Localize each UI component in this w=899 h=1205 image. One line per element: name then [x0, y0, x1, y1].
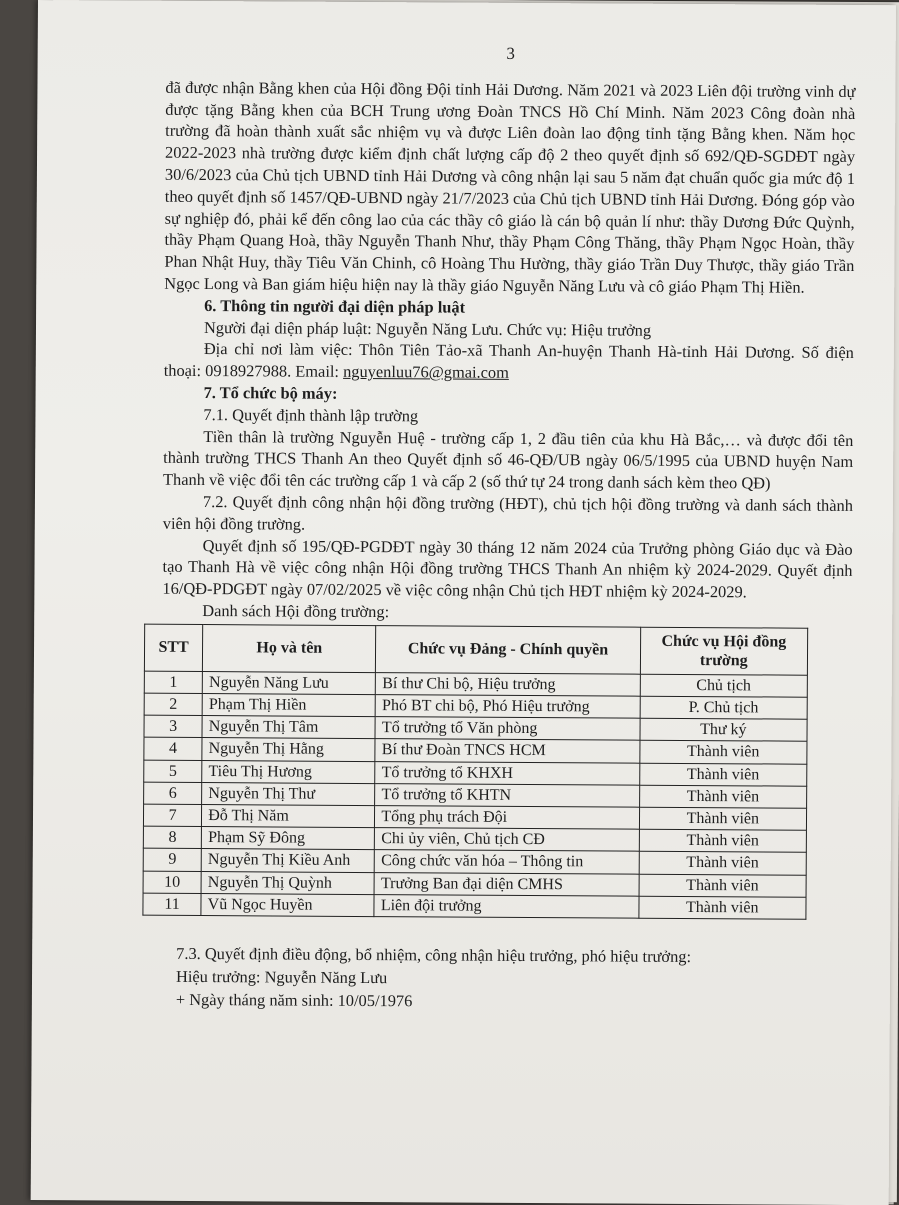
legal-representative: Người đại diện pháp luật: Nguyễn Năng Lưu. Chức vụ: Hiệu trưởng	[203, 317, 652, 340]
subsection-7-1: 7.1. Quyết định thành lập trường	[203, 404, 419, 426]
cell-stt: 5	[144, 760, 202, 783]
cell-party-role: Tổ trưởng tổ KHTN	[375, 783, 639, 807]
cell-stt: 3	[144, 715, 202, 738]
cell-stt: 11	[143, 893, 201, 916]
cell-stt: 1	[144, 671, 202, 694]
table-row	[143, 804, 806, 830]
cell-stt: 9	[143, 849, 201, 872]
table-header-row	[144, 624, 807, 675]
header-board-role: Chức vụ Hội đồng trường	[640, 627, 808, 675]
paragraph-awards: đã được nhận Bằng khen của Hội đồng Đội tỉnh Hải Dương. Năm 2021 và 2023 Liên đội trường vinh dự được tặng Bằng khen của BCH Trung ương Đoàn TNCS Hồ Chí Minh. Năm 2023 Công đoàn nhà trường đã hoàn thành xuất sắc nhiệm vụ và được Liên đoàn lao động tỉnh tặng Bằng khen. Năm học 2022-2023 nhà trường được kiểm định chất lượng cấp độ 2 theo quyết định số 692/QĐ-SGDĐT ngày 30/6/2023 của Chủ tịch UBND tỉnh Hải Dương và công nhận lại sau 5 năm đạt chuẩn quốc gia mức độ 1 theo quyết định số 1457/QĐ-UBND ngày 21/7/2023 của Chủ tịch UBND tỉnh Hải Dương. Đóng góp vào sự nghiệp đó, phải kể đến công lao của các thầy cô giáo là cán bộ quản lí như: thầy Dương Đức Quỳnh, thầy Phạm Quang Hoà, thầy Nguyễn Thanh Như, thầy Phạm Công Thăng, thầy Phạm Ngọc Hoàn, thầy Phan Nhật Huy, thầy Tiêu Văn Chinh, cô Hoàng Thu Hường, thầy giáo Trần Duy Thược, thầy giáo Trần Ngọc Long và Ban giám hiệu hiện nay là thầy giáo Nguyễn Năng Lưu và cô giáo Phạm Thị Hiền.	[164, 77, 856, 297]
cell-name: Phạm Sỹ Đông	[202, 827, 375, 850]
principal-dob: + Ngày tháng năm sinh: 10/05/1976	[175, 989, 413, 1011]
cell-party-role: Tổ trưởng tổ KHXH	[375, 761, 639, 785]
table-row	[143, 849, 806, 875]
principal-name: Hiệu trưởng: Nguyễn Năng Lưu	[175, 966, 388, 988]
document-page	[31, 0, 896, 1205]
header-name: Họ và tên	[203, 624, 376, 672]
cell-name: Nguyễn Thị Tâm	[202, 716, 375, 739]
subsection-7-2: 7.2. Quyết định công nhận hội đồng trường (HĐT), chủ tịch hội đồng trường và danh sách thành viên hội đồng trường.	[162, 491, 853, 534]
paragraph-decision: Quyết định số 195/QĐ-PGDĐT ngày 30 tháng 12 năm 2024 của Trưởng phòng Giáo dục và Đào tạo Thanh Hà về việc công nhận Hội đồng trường THCS Thanh An nhiệm kỳ 2024-2029. Quyết định 16/QĐ-PDGĐT ngày 07/02/2025 về việc công nhận Chủ tịch HĐT nhiệm kỳ 2024-2029.	[162, 535, 853, 602]
table-row	[144, 737, 807, 763]
cell-party-role: Tổ trưởng tổ Văn phòng	[375, 717, 639, 741]
table-row	[143, 871, 806, 897]
cell-party-role: Tổng phụ trách Đội	[375, 806, 639, 830]
email-link[interactable]: nguyenluu76@gmai.com	[343, 362, 509, 383]
cell-party-role: Công chức văn hóa – Thông tin	[375, 850, 639, 874]
cell-party-role: Chi ủy viên, Chủ tịch CĐ	[375, 828, 639, 852]
table-row	[144, 760, 807, 786]
cell-name: Nguyễn Thị Quỳnh	[201, 871, 374, 894]
cell-name: Nguyễn Thị Kiều Anh	[201, 849, 374, 872]
table-row	[144, 671, 807, 697]
header-stt: STT	[144, 624, 202, 671]
cell-board-role: P. Chủ tịch	[640, 696, 808, 719]
page-number: 3	[506, 43, 515, 63]
cell-name: Đỗ Thị Năm	[202, 804, 375, 827]
cell-board-role: Thành viên	[639, 896, 807, 919]
list-title: Danh sách Hội đồng trường:	[202, 600, 390, 622]
cell-board-role: Thành viên	[639, 785, 807, 808]
section-7-3	[160, 942, 850, 1015]
cell-board-role: Thành viên	[639, 741, 807, 764]
cell-stt: 8	[143, 826, 201, 849]
cell-party-role: Liên đội trưởng	[374, 894, 638, 918]
cell-board-role: Thành viên	[639, 807, 807, 830]
cell-party-role: Phó BT chi bộ, Phó Hiệu trưởng	[376, 694, 640, 718]
section-heading-6: 6. Thông tin người đại diện pháp luật	[204, 295, 466, 317]
page-content	[160, 41, 856, 1015]
header-party-role: Chức vụ Đảng - Chính quyền	[376, 625, 641, 674]
council-table	[142, 623, 808, 919]
cell-board-role: Thành viên	[639, 874, 807, 897]
table-row	[144, 693, 807, 719]
cell-name: Nguyễn Thị Hằng	[202, 738, 375, 761]
cell-name: Phạm Thị Hiền	[202, 693, 375, 716]
section-heading-7: 7. Tổ chức bộ máy:	[203, 382, 338, 403]
cell-party-role: Bí thư Chi bộ, Hiệu trưởng	[376, 672, 640, 696]
cell-board-role: Thành viên	[639, 829, 807, 852]
work-address	[164, 338, 854, 386]
subsection-7-3: 7.3. Quyết định điều động, bổ nhiệm, công nhận hiệu trưởng, phó hiệu trưởng:	[176, 943, 692, 966]
cell-stt: 2	[144, 693, 202, 716]
cell-name: Vũ Ngọc Huyền	[201, 893, 374, 916]
cell-board-role: Thư ký	[640, 718, 808, 741]
table-row	[143, 826, 806, 852]
cell-stt: 6	[144, 782, 202, 805]
cell-board-role: Thành viên	[639, 852, 807, 875]
table-row	[144, 782, 807, 808]
cell-name: Nguyễn Thị Thư	[202, 782, 375, 805]
cell-stt: 4	[144, 737, 202, 760]
cell-name: Nguyễn Năng Lưu	[202, 671, 375, 694]
address-text: Địa chỉ nơi làm việc: Thôn Tiên Tảo-xã Thanh An-huyện Thanh Hà-tỉnh Hải Dương. Số điện thoại: 0918927988. Email:	[163, 339, 854, 382]
cell-stt: 7	[143, 804, 201, 827]
table-row	[144, 715, 807, 741]
table-row	[143, 893, 806, 919]
cell-board-role: Thành viên	[639, 763, 807, 786]
cell-stt: 10	[143, 871, 201, 894]
cell-name: Tiêu Thị Hương	[202, 760, 375, 783]
cell-party-role: Trưởng Ban đại diện CMHS	[374, 872, 638, 896]
paragraph-establishment: Tiền thân là trường Nguyễn Huệ - trường cấp 1, 2 đầu tiên của khu Hà Bắc,… và được đổi tên thành trường THCS Thanh An theo Quyết định số 46-QĐ/UB ngày 06/5/1995 của UBND huyện Nam Thanh về việc đổi tên các trường cấp 1 và cấp 2 (số thứ tự 24 trong danh sách kèm theo QĐ)	[163, 426, 854, 493]
cell-board-role: Chủ tịch	[640, 674, 808, 697]
cell-party-role: Bí thư Đoàn TNCS HCM	[375, 739, 639, 763]
